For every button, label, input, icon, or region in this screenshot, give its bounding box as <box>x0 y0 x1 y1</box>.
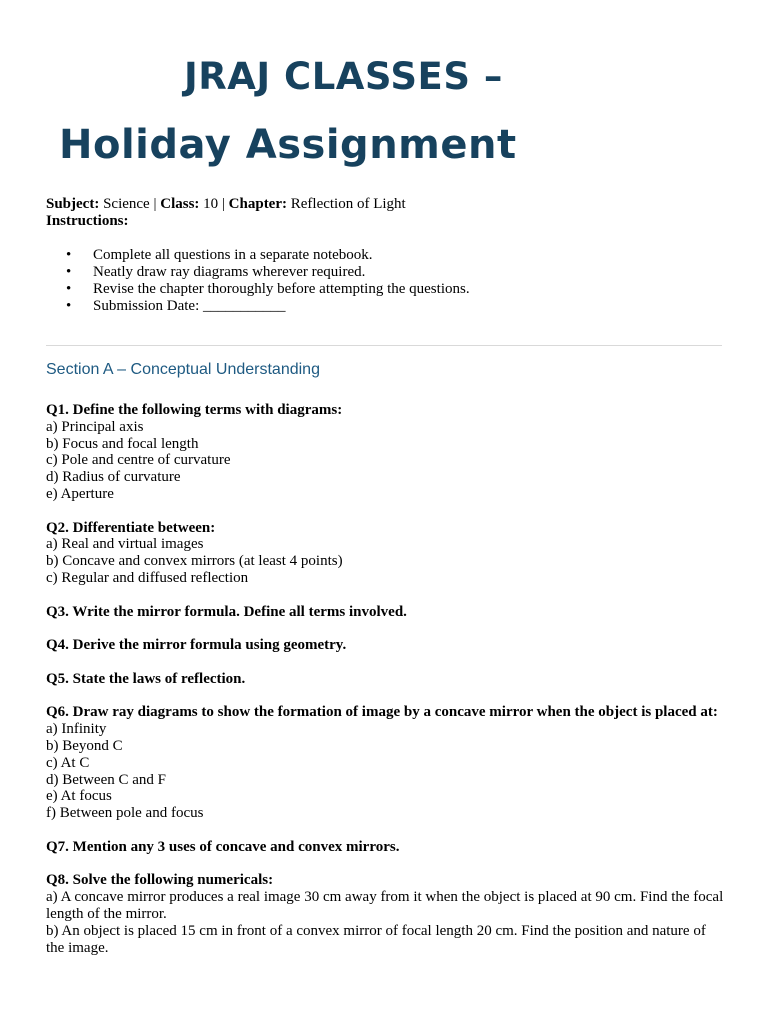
instruction-text: Submission Date: ___________ <box>93 298 286 314</box>
question-option: c) Regular and diffused reflection <box>46 569 249 586</box>
question-title: Q6. Draw ray diagrams to show the formation of image by a concave mirror when the object is placed at: <box>46 704 718 721</box>
question-option: a) Infinity <box>46 721 107 738</box>
question-option: d) Between C and F <box>46 771 166 788</box>
instructions-list <box>66 247 470 315</box>
subject-label: Subject: <box>46 196 100 212</box>
instruction-item <box>66 247 470 264</box>
question-option: f) Between pole and focus <box>46 805 204 822</box>
chapter-label: Chapter: <box>228 196 287 212</box>
question-title: Q1. Define the following terms with diagrams: <box>46 402 343 418</box>
question-option: a) A concave mirror produces a real image 30 cm away from it when the object is placed at 90 cm. Find the focal length of the mirror. <box>46 889 724 922</box>
class-label: Class: <box>160 196 200 212</box>
title-line-1: JRAJ CLASSES – <box>184 55 503 98</box>
question-title: Q5. State the laws of reflection. <box>46 670 246 687</box>
separator: | <box>149 196 161 212</box>
question-option: c) At C <box>46 754 90 771</box>
question-option: e) At focus <box>46 788 112 805</box>
question-block <box>46 637 726 654</box>
instruction-item <box>66 298 470 315</box>
meta-line <box>46 196 406 213</box>
instruction-item <box>66 281 470 298</box>
question-option: a) Principal axis <box>46 418 144 435</box>
question-title: Q7. Mention any 3 uses of concave and convex mirrors. <box>46 838 400 855</box>
bullet-icon: • <box>66 264 72 280</box>
bullet-icon: • <box>66 298 72 314</box>
question-title: Q3. Write the mirror formula. Define all terms involved. <box>46 603 407 620</box>
question-block <box>46 839 726 856</box>
instruction-text: Revise the chapter thoroughly before attempting the questions. <box>93 281 470 297</box>
bullet-icon: • <box>66 281 72 297</box>
bullet-icon: • <box>66 247 72 263</box>
class-value: 10 <box>203 196 219 212</box>
question-option: b) An object is placed 15 cm in front of a convex mirror of focal length 20 cm. Find the position and nature of the image. <box>46 922 706 956</box>
question-option: b) Concave and convex mirrors (at least 4 points) <box>46 553 343 570</box>
question-option: a) Real and virtual images <box>46 536 204 553</box>
question-block <box>46 704 726 822</box>
question-title: Q8. Solve the following numericals: <box>46 872 274 889</box>
question-title: Q4. Derive the mirror formula using geometry. <box>46 637 347 654</box>
question-block <box>46 671 726 688</box>
instruction-text: Complete all questions in a separate notebook. <box>93 247 373 263</box>
section-heading: Section A – Conceptual Understanding <box>46 361 320 378</box>
title-line-2: Holiday Assignment <box>59 122 517 168</box>
questions-list <box>46 402 726 973</box>
question-title: Q2. Differentiate between: <box>46 519 216 536</box>
divider <box>46 345 722 346</box>
question-block <box>46 604 726 621</box>
assignment-meta <box>46 196 406 230</box>
question-option: b) Beyond C <box>46 737 123 754</box>
separator: | <box>218 196 229 212</box>
question-option: b) Focus and focal length <box>46 435 199 452</box>
question-block <box>46 872 726 956</box>
question-block <box>46 402 726 503</box>
chapter-value: Reflection of Light <box>290 196 406 212</box>
instructions-label: Instructions: <box>46 213 129 229</box>
instruction-text: Neatly draw ray diagrams wherever required. <box>93 264 366 280</box>
question-option: c) Pole and centre of curvature <box>46 452 231 469</box>
question-block <box>46 520 726 587</box>
question-option: d) Radius of curvature <box>46 469 181 486</box>
instruction-item <box>66 264 470 281</box>
question-option: e) Aperture <box>46 485 114 502</box>
subject-value: Science <box>103 196 150 212</box>
